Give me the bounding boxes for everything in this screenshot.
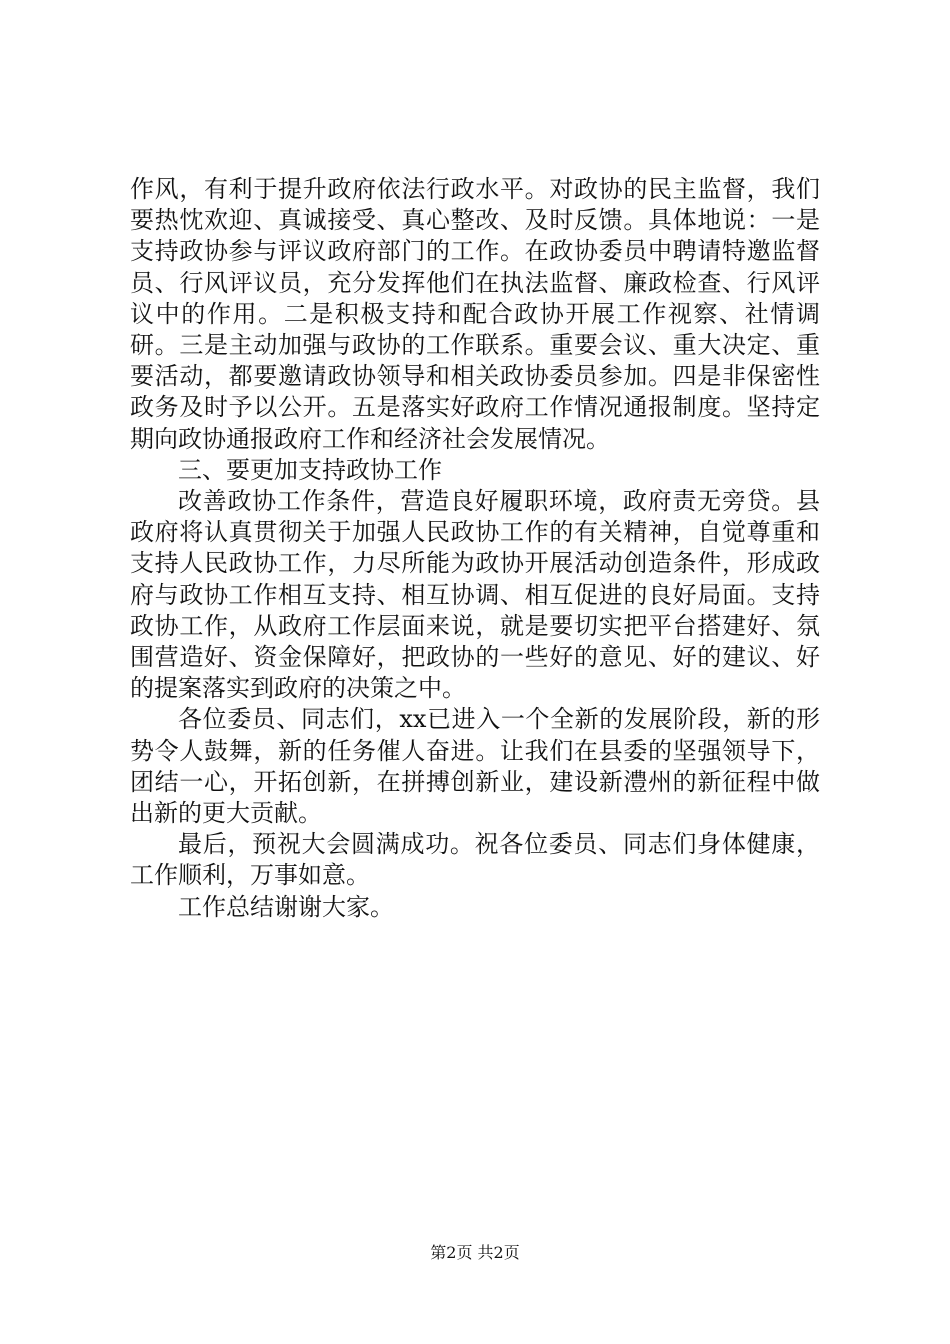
document-body: [130, 174, 820, 923]
paragraph-closing: 工作总结谢谢大家。: [178, 892, 394, 921]
page-footer: 第2页 共2页: [430, 1243, 520, 1262]
paragraph-appeal: 各位委员、同志们，xx已进入一个全新的发展阶段，新的形势令人鼓舞，新的任务催人奋进。让我们在县委的坚强领导下，团结一心，开拓创新，在拼搏创新业，建设新澧州的新征程中做出新的更大贡献。: [130, 705, 820, 828]
paragraph-monitoring: 作风，有利于提升政府依法行政水平。对政协的民主监督，我们要热忱欢迎、真诚接受、真心整改、及时反馈。具体地说：一是支持政协参与评议政府部门的工作。在政协委员中聘请特邀监督员、行风评议员，充分发挥他们在执法监督、廉政检查、行风评议中的作用。二是积极支持和配合政协开展工作视察、社情调研。三是主动加强与政协的工作联系。重要会议、重大决定、重要活动，都要邀请政协领导和相关政协委员参加。四是非保密性政务及时予以公开。五是落实好政府工作情况通报制度。坚持定期向政协通报政府工作和经济社会发展情况。: [130, 175, 820, 453]
paragraph-wishes: 最后，预祝大会圆满成功。祝各位委员、同志们身体健康，工作顺利，万事如意。: [130, 830, 820, 890]
paragraph-support: 改善政协工作条件，营造良好履职环境，政府责无旁贷。县政府将认真贯彻关于加强人民政协工作的有关精神，自觉尊重和支持人民政协工作，力尽所能为政协开展活动创造条件，形成政府与政协工作相互支持、相互协调、相互促进的良好局面。支持政协工作，从政府工作层面来说，就是要切实把平台搭建好、氛围营造好、资金保障好，把政协的一些好的意见、好的建议、好的提案落实到政府的决策之中。: [130, 487, 820, 703]
section-heading-support: 三、要更加支持政协工作: [178, 455, 442, 484]
